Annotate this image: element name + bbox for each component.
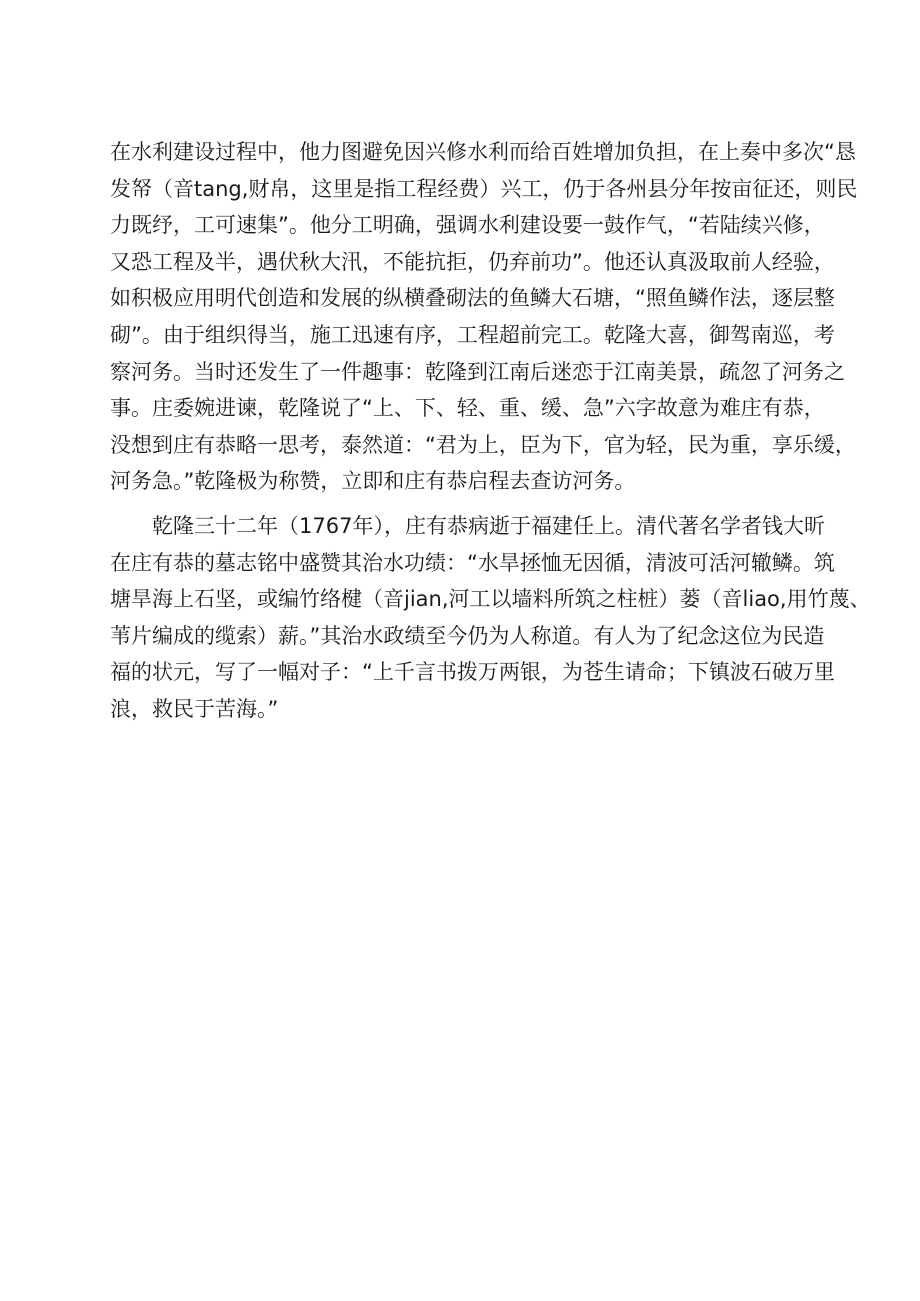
text-line: 福的状元，写了一幅对子：“上千言书拨万两银，为苍生请命；下镇波石破万里 <box>110 660 835 685</box>
text-line: 乾隆三十二年（1767年），庄有恭病逝于福建任上。清代著名学者钱大昕 <box>110 513 825 538</box>
text-line: 在水利建设过程中，他力图避免因兴修水利而给百姓增加负担，在上奏中多次“恳 <box>110 140 856 164</box>
paragraph-2 <box>110 512 871 732</box>
text-line: 河务急。”乾隆极为称赞，立即和庄有恭启程去查访河务。 <box>110 469 636 494</box>
paragraph-spacer <box>110 504 810 512</box>
text-line: 塘旱海上石坚，或编竹络楗（音jian,河工以墙料所筑之柱桩）蒌（音liao,用竹蔑、 <box>110 587 871 612</box>
paragraph-1 <box>110 138 858 504</box>
text-line: 察河务。当时还发生了一件趣事：乾隆到江南后迷恋于江南美景，疏忽了河务之 <box>110 359 845 384</box>
document-body <box>110 138 871 732</box>
text-line: 事。庄委婉进谏，乾隆说了“上、下、轻、重、缓、急”六字故意为难庄有恭， <box>110 396 825 421</box>
text-line: 如积极应用明代创造和发展的纵横叠砌法的鱼鳞大石塘，“照鱼鳞作法，逐层整 <box>110 286 835 311</box>
text-line: 在庄有恭的墓志铭中盛赞其治水功绩：“水旱拯恤无因循，清波可活河辙鳞。筑 <box>110 550 835 575</box>
text-line: 砌”。由于组织得当，施工迅速有序，工程超前完工。乾隆大喜，御驾南巡，考 <box>110 322 835 347</box>
text-line: 力既纾，工可速集”。他分工明确，强调水利建设要一鼓作气，“若陆续兴修， <box>110 213 825 238</box>
text-line: 没想到庄有恭略一思考，泰然道：“君为上，臣为下，官为轻，民为重，享乐缓， <box>110 432 856 457</box>
text-line: 苇片编成的缆索）薪。”其治水政绩至今仍为人称道。有人为了纪念这位为民造 <box>110 623 825 648</box>
text-line: 发帑（音tang,财帛，这里是指工程经费）兴工，仍于各州县分年按亩征还，则民 <box>110 176 858 201</box>
text-line: 又恐工程及半，遇伏秋大汛，不能抗拒，仍弃前功”。他还认真汲取前人经验， <box>110 249 835 274</box>
text-line: 浪，救民于苦海。” <box>110 696 279 721</box>
